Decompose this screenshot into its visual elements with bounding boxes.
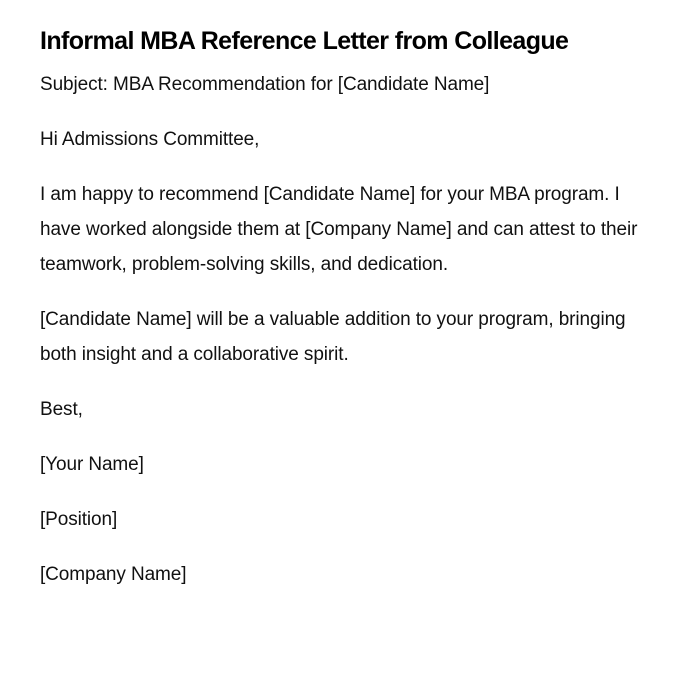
letter-document bbox=[40, 22, 660, 592]
body-paragraph-1: I am happy to recommend [Candidate Name] for your MBA program. I have worked alongside them at [Company Name] and can attest to their teamwork, problem-solving skills, and dedication. bbox=[40, 184, 638, 275]
signature-name: [Your Name] bbox=[40, 454, 144, 475]
document-title: Informal MBA Reference Letter from Colleague bbox=[40, 27, 569, 55]
closing: Best, bbox=[40, 399, 83, 420]
subject-line: Subject: MBA Recommendation for [Candidate Name] bbox=[40, 74, 490, 95]
signature-company: [Company Name] bbox=[40, 564, 187, 585]
greeting: Hi Admissions Committee, bbox=[40, 129, 260, 150]
signature-position: [Position] bbox=[40, 509, 118, 530]
body-paragraph-2: [Candidate Name] will be a valuable addition to your program, bringing both insight and a collaborative spirit. bbox=[40, 309, 626, 365]
